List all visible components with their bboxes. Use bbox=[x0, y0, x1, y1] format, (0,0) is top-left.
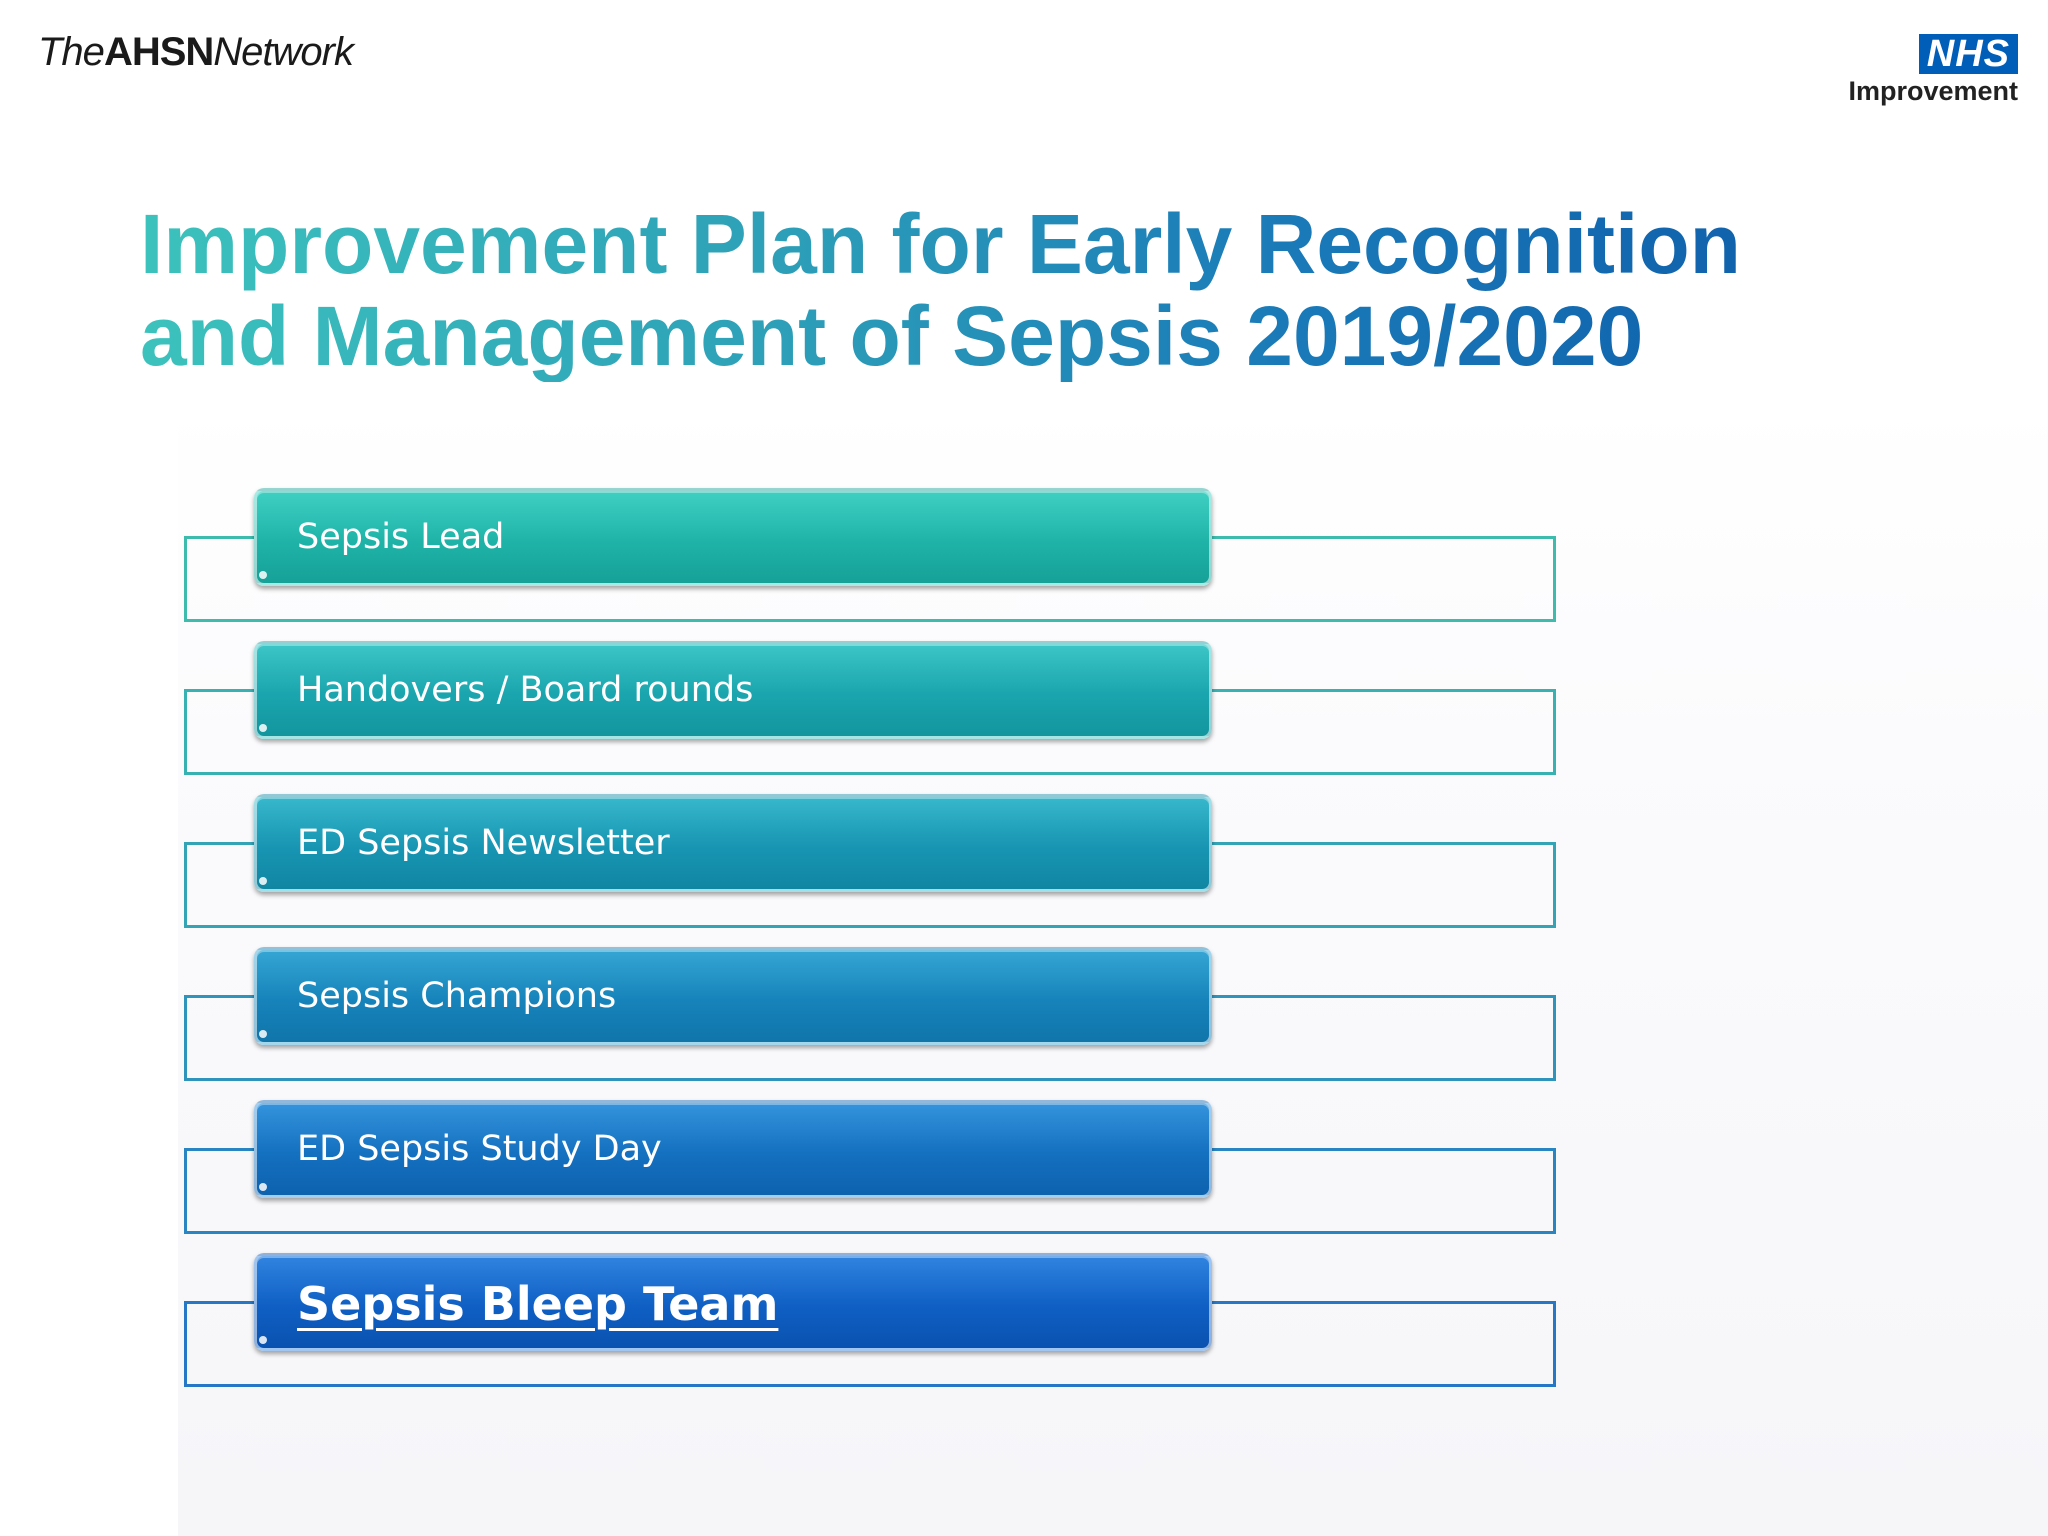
plan-item-study-day bbox=[0, 1100, 2048, 1255]
plan-item-bar[interactable] bbox=[254, 1100, 1212, 1198]
bar-corner-dot bbox=[259, 1183, 267, 1191]
plan-item-label-link[interactable]: Sepsis Bleep Team bbox=[297, 1277, 779, 1331]
plan-item-bar[interactable] bbox=[254, 947, 1212, 1045]
plan-item-label: ED Sepsis Newsletter bbox=[297, 823, 670, 863]
plan-item-label: ED Sepsis Study Day bbox=[297, 1129, 662, 1169]
plan-item-bar[interactable] bbox=[254, 794, 1212, 892]
plan-item-handovers bbox=[0, 641, 2048, 796]
plan-item-label: Sepsis Lead bbox=[297, 517, 505, 557]
nhs-logo-subtitle: Improvement bbox=[1848, 76, 2018, 106]
plan-item-bar[interactable] bbox=[254, 641, 1212, 739]
bar-corner-dot bbox=[259, 1336, 267, 1344]
bar-corner-dot bbox=[259, 1030, 267, 1038]
plan-item-label: Handovers / Board rounds bbox=[297, 670, 754, 710]
logo-word-ahsn: AHSN bbox=[103, 30, 214, 74]
plan-item-sepsis-lead bbox=[0, 488, 2048, 643]
plan-item-label: Sepsis Champions bbox=[297, 976, 617, 1016]
bar-corner-dot bbox=[259, 877, 267, 885]
plan-item-champions bbox=[0, 947, 2048, 1102]
logo-word-the: The bbox=[38, 30, 104, 74]
plan-item-bar[interactable] bbox=[254, 488, 1212, 586]
plan-item-bar[interactable] bbox=[254, 1253, 1212, 1351]
nhs-logo-box: NHS bbox=[1919, 34, 2018, 74]
page-title: Improvement Plan for Early Recognition and Management of Sepsis 2019/2020 bbox=[140, 198, 1900, 382]
logo-word-network: Network bbox=[213, 30, 353, 74]
bar-corner-dot bbox=[259, 724, 267, 732]
plan-item-bleep-team bbox=[0, 1253, 2048, 1408]
plan-item-newsletter bbox=[0, 794, 2048, 949]
bar-corner-dot bbox=[259, 571, 267, 579]
